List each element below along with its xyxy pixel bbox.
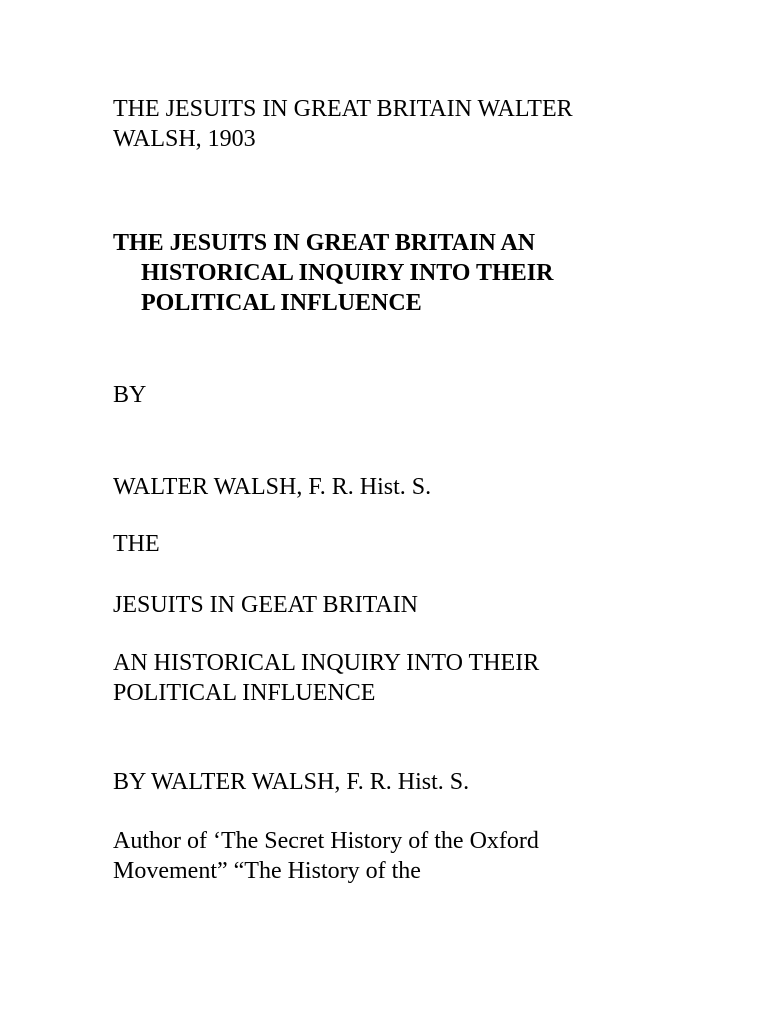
author-text: WALTER WALSH, F. R. Hist. S. [113, 474, 432, 500]
header-line-2: WALSH, 1903 [113, 126, 256, 152]
author-of-line-2: Movement” “The History of the [113, 858, 421, 884]
title-line-2: HISTORICAL INQUIRY INTO THEIR [141, 260, 554, 286]
by-author-line [113, 767, 653, 797]
header-line-1: THE JESUITS IN GREAT BRITAIN WALTER [113, 96, 573, 122]
by-text: BY [113, 382, 147, 408]
jesuits-line [113, 590, 653, 620]
author-of-paragraph [113, 826, 653, 886]
jesuits-text: JESUITS IN GEEAT BRITAIN [113, 592, 418, 618]
document-title [113, 228, 653, 318]
subtitle-line-2: POLITICAL INFLUENCE [113, 680, 376, 706]
author-line [113, 472, 653, 502]
by-label [113, 380, 653, 410]
by-author-text: BY WALTER WALSH, F. R. Hist. S. [113, 769, 470, 795]
subtitle [113, 648, 653, 708]
subtitle-line-1: AN HISTORICAL INQUIRY INTO THEIR [113, 650, 540, 676]
the-text: THE [113, 531, 160, 557]
the-label [113, 529, 653, 559]
author-of-line-1: Author of ‘The Secret History of the Oxford [113, 828, 539, 854]
header-text [113, 94, 653, 154]
title-line-3: POLITICAL INFLUENCE [141, 290, 422, 316]
title-line-1: THE JESUITS IN GREAT BRITAIN AN [113, 230, 536, 256]
